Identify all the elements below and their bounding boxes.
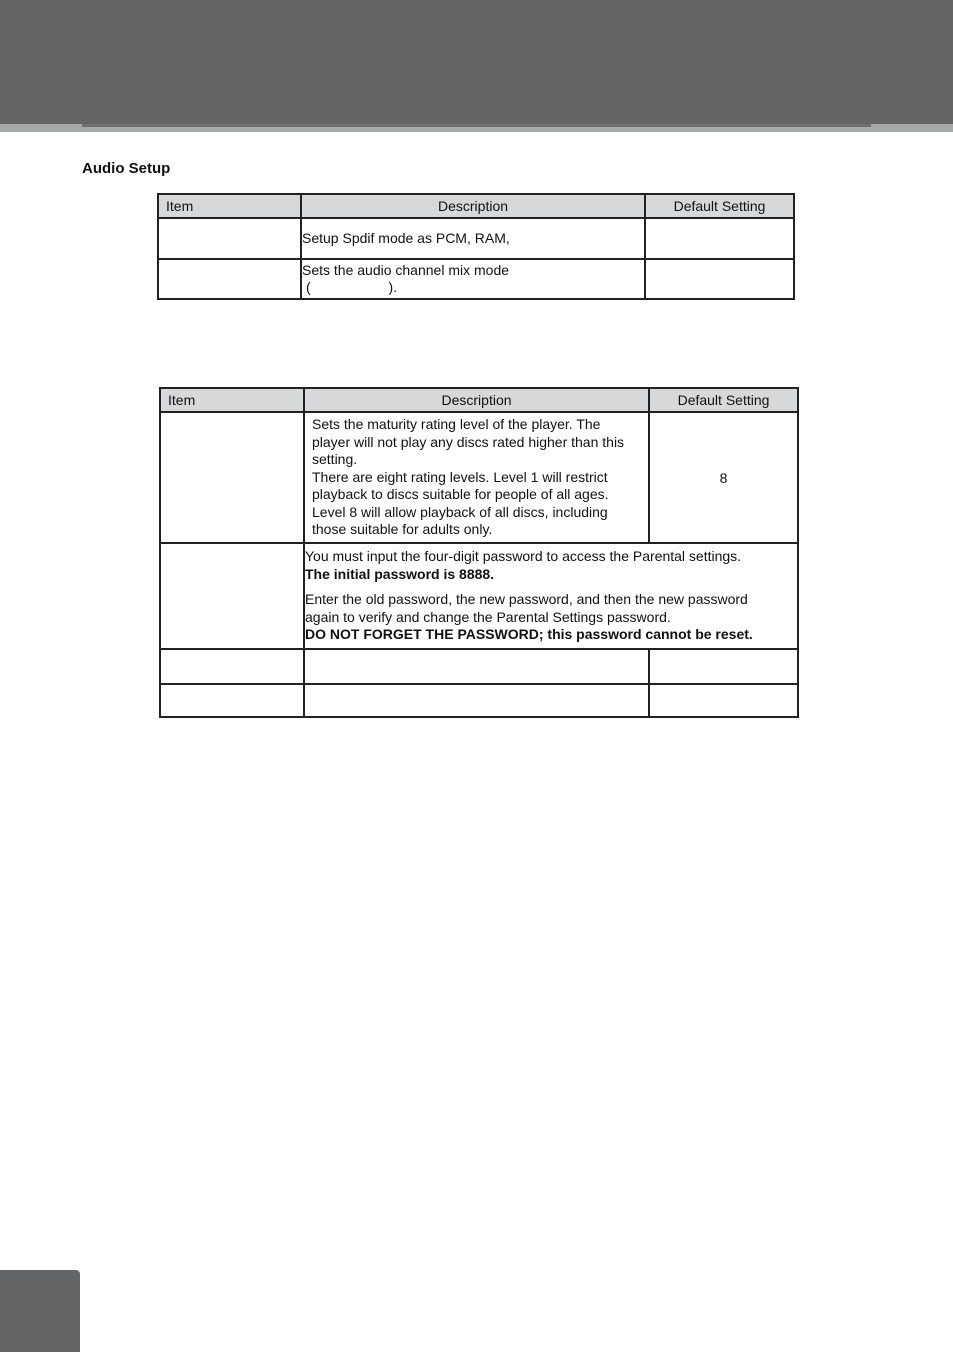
spacer [305, 583, 797, 591]
table-cell-item [160, 649, 304, 684]
column-header-item: Item [158, 194, 301, 218]
table-row [160, 684, 798, 717]
description-line: ( ). [306, 279, 398, 295]
table-row [160, 543, 798, 649]
table-cell-item [160, 412, 304, 543]
audio-setup-table [157, 193, 795, 300]
table-header-row [158, 194, 794, 218]
column-header-default-setting: Default Setting [649, 388, 798, 412]
table-cell-description: Setup Spdif mode as PCM, RAM, [301, 218, 645, 259]
description-line: Sets the maturity rating level of the player. The [312, 415, 601, 432]
column-header-description: Description [304, 388, 649, 412]
table-cell-default [649, 684, 798, 717]
table-cell-item [160, 684, 304, 717]
description-line: playback to discs suitable for people of all ages. [312, 486, 609, 503]
password-warning: DO NOT FORGET THE PASSWORD; this password cannot be reset. [305, 626, 753, 643]
table-cell-description [304, 684, 649, 717]
page-header-band [0, 0, 953, 124]
table-row [160, 412, 798, 543]
description-line: There are eight rating levels. Level 1 will restrict [312, 468, 608, 485]
header-divider-accent [82, 124, 871, 127]
table-header-row [160, 388, 798, 412]
table-row [160, 649, 798, 684]
table-cell-description [304, 649, 649, 684]
initial-password-note: The initial password is 8888. [305, 565, 495, 582]
description-line: player will not play any discs rated higher than this [312, 433, 625, 450]
password-access-note: You must input the four-digit password to access the Parental settings. [305, 548, 742, 565]
description-line: those suitable for adults only. [312, 521, 493, 538]
table-cell-item [158, 218, 301, 259]
section-title-audio-setup: Audio Setup [82, 160, 171, 177]
table-cell-default [645, 259, 794, 299]
password-change-note: Enter the old password, the new password, and then the new password [305, 591, 748, 608]
table-cell-description [301, 259, 645, 299]
table-cell-default [645, 218, 794, 259]
password-description-cell [304, 543, 798, 649]
table-cell-description [304, 412, 649, 543]
table-cell-default: 8 [649, 412, 798, 543]
page-corner-tab [0, 1270, 80, 1352]
table-cell-item [158, 259, 301, 299]
column-header-item: Item [160, 388, 304, 412]
parental-setup-table [159, 387, 799, 718]
column-header-description: Description [301, 194, 645, 218]
column-header-default-setting: Default Setting [645, 194, 794, 218]
table-cell-default [649, 649, 798, 684]
password-change-note: again to verify and change the Parental Settings password. [305, 608, 671, 625]
description-line: setting. [312, 451, 358, 468]
table-cell-item [160, 543, 304, 649]
description-line: Sets the audio channel mix mode [302, 262, 510, 278]
description-line: Level 8 will allow playback of all discs, including [312, 503, 608, 520]
table-row [158, 218, 794, 259]
table-row [158, 259, 794, 299]
